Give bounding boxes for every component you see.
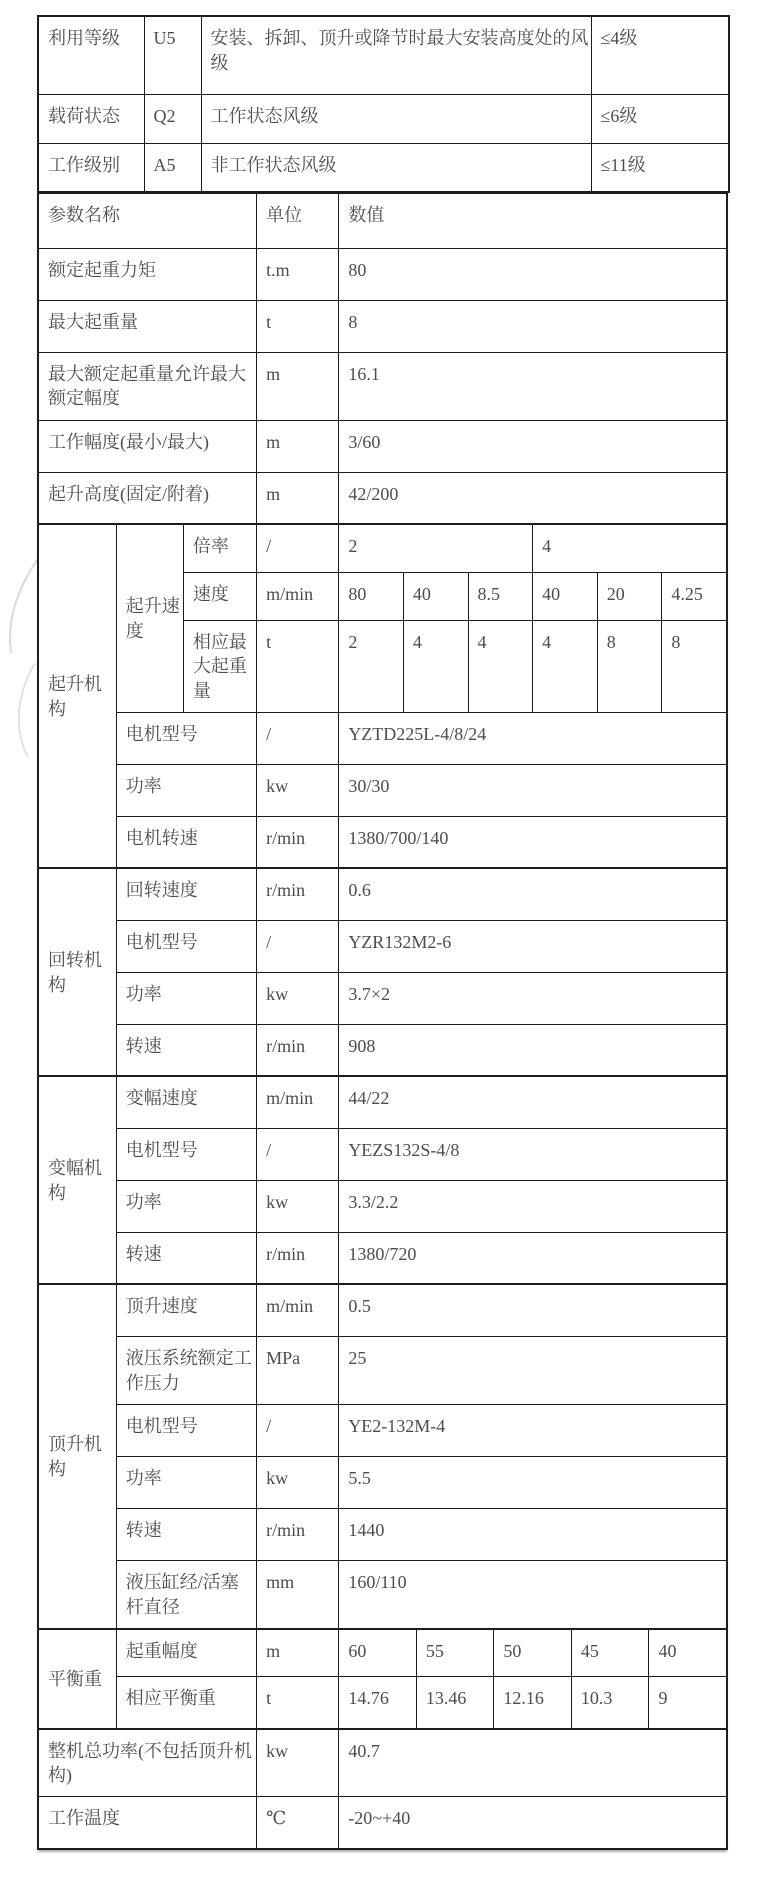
param-name-cell: 变幅速度 [116,1076,256,1128]
param-unit-cell: m/min [257,572,339,620]
param-name-cell: 额定起重力矩 [38,248,257,300]
radius-value-cell: 45 [571,1629,649,1677]
radius-value-cell: 55 [416,1629,494,1677]
param-value-cell: -20~+40 [339,1797,727,1849]
param-name-cell: 功率 [116,972,256,1024]
param-name-cell: 顶升速度 [116,1284,256,1336]
param-name-cell: 电机型号 [116,1404,256,1456]
table-row [38,1404,727,1456]
param-value-cell: 16.1 [339,352,727,420]
param-name-cell: 整机总功率(不包括顶升机构) [38,1729,257,1797]
class-name-cell: 利用等级 [38,16,144,94]
class-code-cell: A5 [144,143,201,192]
table-row [38,352,727,420]
param-unit-cell: t [257,300,339,352]
param-name-cell: 工作幅度(最小/最大) [38,420,257,472]
class-wind-cell: ≤6级 [591,94,729,143]
table-row [38,816,727,868]
capacity-value-cell: 4 [403,620,468,712]
param-name-cell: 功率 [116,1456,256,1508]
param-unit-cell: kw [257,972,339,1024]
param-unit-cell: r/min [257,868,339,920]
header-unit-cell: 单位 [257,193,339,248]
speed-value-cell: 80 [339,572,404,620]
classification-table [37,15,730,193]
radius-value-cell: 60 [339,1629,417,1677]
class-name-cell: 载荷状态 [38,94,144,143]
capacity-value-cell: 2 [339,620,404,712]
table-row [38,764,727,816]
param-name-cell: 相应最大起重量 [183,620,256,712]
param-unit-cell: t [257,620,339,712]
param-name-cell: 转速 [116,1024,256,1076]
param-name-cell: 液压缸经/活塞杆直径 [116,1560,256,1628]
table-row [38,1456,727,1508]
param-unit-cell: r/min [257,1508,339,1560]
param-value-cell: 3.7×2 [339,972,727,1024]
param-name-cell: 电机型号 [116,712,256,764]
param-unit-cell: mm [257,1560,339,1628]
param-name-cell: 最大额定起重量允许最大额定幅度 [38,352,257,420]
table-row [38,472,727,524]
param-value-cell: YZTD225L-4/8/24 [339,712,727,764]
param-value-cell: 3.3/2.2 [339,1180,727,1232]
param-name-cell: 回转速度 [116,868,256,920]
param-unit-cell: kw [257,764,339,816]
class-wind-cell: ≤4级 [591,16,729,94]
radius-value-cell: 40 [649,1629,727,1677]
param-value-cell: YEZS132S-4/8 [339,1128,727,1180]
speed-value-cell: 20 [597,572,662,620]
table-row [38,1560,727,1628]
table-row [38,1284,727,1336]
param-value-cell: 40.7 [339,1729,727,1797]
table-row [38,1677,727,1729]
param-unit-cell: / [257,1128,339,1180]
param-unit-cell: kw [257,1456,339,1508]
param-name-cell: 电机型号 [116,1128,256,1180]
mechanism-label-slewing: 回转机构 [38,868,116,1076]
weight-value-cell: 14.76 [339,1677,417,1729]
class-desc-cell: 非工作状态风级 [201,143,591,192]
param-unit-cell: m [257,1629,339,1677]
param-unit-cell: m [257,352,339,420]
param-name-cell: 最大起重量 [38,300,257,352]
header-name-cell: 参数名称 [38,193,257,248]
param-unit-cell: t.m [257,248,339,300]
radius-value-cell: 50 [494,1629,572,1677]
ratio-value-cell: 2 [339,524,533,572]
param-unit-cell: / [257,1404,339,1456]
capacity-value-cell: 4 [468,620,533,712]
param-value-cell: 1380/720 [339,1232,727,1284]
param-name-cell: 功率 [116,1180,256,1232]
param-unit-cell: kw [257,1729,339,1797]
header-value-cell: 数值 [339,193,727,248]
param-unit-cell: r/min [257,816,339,868]
capacity-value-cell: 8 [662,620,727,712]
table-row [38,1180,727,1232]
table-row [38,1024,727,1076]
parameters-table [37,192,728,1850]
table-row [38,94,729,143]
class-wind-cell: ≤11级 [591,143,729,192]
param-value-cell: 44/22 [339,1076,727,1128]
table-header-row [38,193,727,248]
param-value-cell: 1440 [339,1508,727,1560]
param-name-cell: 工作温度 [38,1797,257,1849]
table-row [38,1797,727,1849]
class-code-cell: Q2 [144,94,201,143]
table-row [38,1076,727,1128]
mechanism-label-luffing: 变幅机构 [38,1076,116,1284]
table-row [38,143,729,192]
param-value-cell: YE2-132M-4 [339,1404,727,1456]
param-value-cell: 5.5 [339,1456,727,1508]
capacity-value-cell: 4 [533,620,598,712]
speed-value-cell: 8.5 [468,572,533,620]
param-value-cell: 1380/700/140 [339,816,727,868]
param-unit-cell: kw [257,1180,339,1232]
param-name-cell: 液压系统额定工作压力 [116,1336,256,1404]
param-unit-cell: MPa [257,1336,339,1404]
weight-value-cell: 12.16 [494,1677,572,1729]
table-row [38,712,727,764]
param-name-cell: 电机转速 [116,816,256,868]
table-row [38,524,727,572]
table-row [38,1336,727,1404]
param-value-cell: 42/200 [339,472,727,524]
speed-value-cell: 4.25 [662,572,727,620]
table-row [38,1128,727,1180]
param-value-cell: 3/60 [339,420,727,472]
table-row [38,420,727,472]
param-unit-cell: ℃ [257,1797,339,1849]
ratio-value-cell: 4 [533,524,727,572]
param-value-cell: YZR132M2-6 [339,920,727,972]
param-unit-cell: m/min [257,1284,339,1336]
param-value-cell: 25 [339,1336,727,1404]
param-unit-cell: r/min [257,1232,339,1284]
class-desc-cell: 安装、拆卸、顶升或降节时最大安装高度处的风级 [201,16,591,94]
param-unit-cell: / [257,524,339,572]
param-name-cell: 起升高度(固定/附着) [38,472,257,524]
table-row [38,1629,727,1677]
table-row [38,1232,727,1284]
param-unit-cell: / [257,920,339,972]
param-unit-cell: / [257,712,339,764]
param-name-cell: 转速 [116,1508,256,1560]
class-code-cell: U5 [144,16,201,94]
table-row [38,868,727,920]
table-row [38,920,727,972]
param-value-cell: 80 [339,248,727,300]
param-value-cell: 30/30 [339,764,727,816]
param-unit-cell: m/min [257,1076,339,1128]
param-value-cell: 8 [339,300,727,352]
param-name-cell: 电机型号 [116,920,256,972]
weight-value-cell: 10.3 [571,1677,649,1729]
param-value-cell: 160/110 [339,1560,727,1628]
param-value-cell: 0.6 [339,868,727,920]
table-row [38,16,729,94]
param-unit-cell: t [257,1677,339,1729]
mechanism-label-jacking: 顶升机构 [38,1284,116,1628]
weight-value-cell: 9 [649,1677,727,1729]
table-row [38,972,727,1024]
hoist-speed-group-label: 起升速度 [116,524,183,712]
table-row [38,1508,727,1560]
param-value-cell: 908 [339,1024,727,1076]
table-row [38,300,727,352]
param-name-cell: 转速 [116,1232,256,1284]
capacity-value-cell: 8 [597,620,662,712]
param-unit-cell: m [257,472,339,524]
param-name-cell: 速度 [183,572,256,620]
class-name-cell: 工作级别 [38,143,144,192]
table-row [38,248,727,300]
speed-value-cell: 40 [533,572,598,620]
speed-value-cell: 40 [403,572,468,620]
param-unit-cell: m [257,420,339,472]
class-desc-cell: 工作状态风级 [201,94,591,143]
weight-value-cell: 13.46 [416,1677,494,1729]
param-name-cell: 倍率 [183,524,256,572]
mechanism-label-hoist: 起升机构 [38,524,116,868]
param-name-cell: 相应平衡重 [116,1677,256,1729]
param-name-cell: 功率 [116,764,256,816]
mechanism-label-counterweight: 平衡重 [38,1629,116,1729]
param-value-cell: 0.5 [339,1284,727,1336]
table-row [38,1729,727,1797]
param-unit-cell: r/min [257,1024,339,1076]
param-name-cell: 起重幅度 [116,1629,256,1677]
